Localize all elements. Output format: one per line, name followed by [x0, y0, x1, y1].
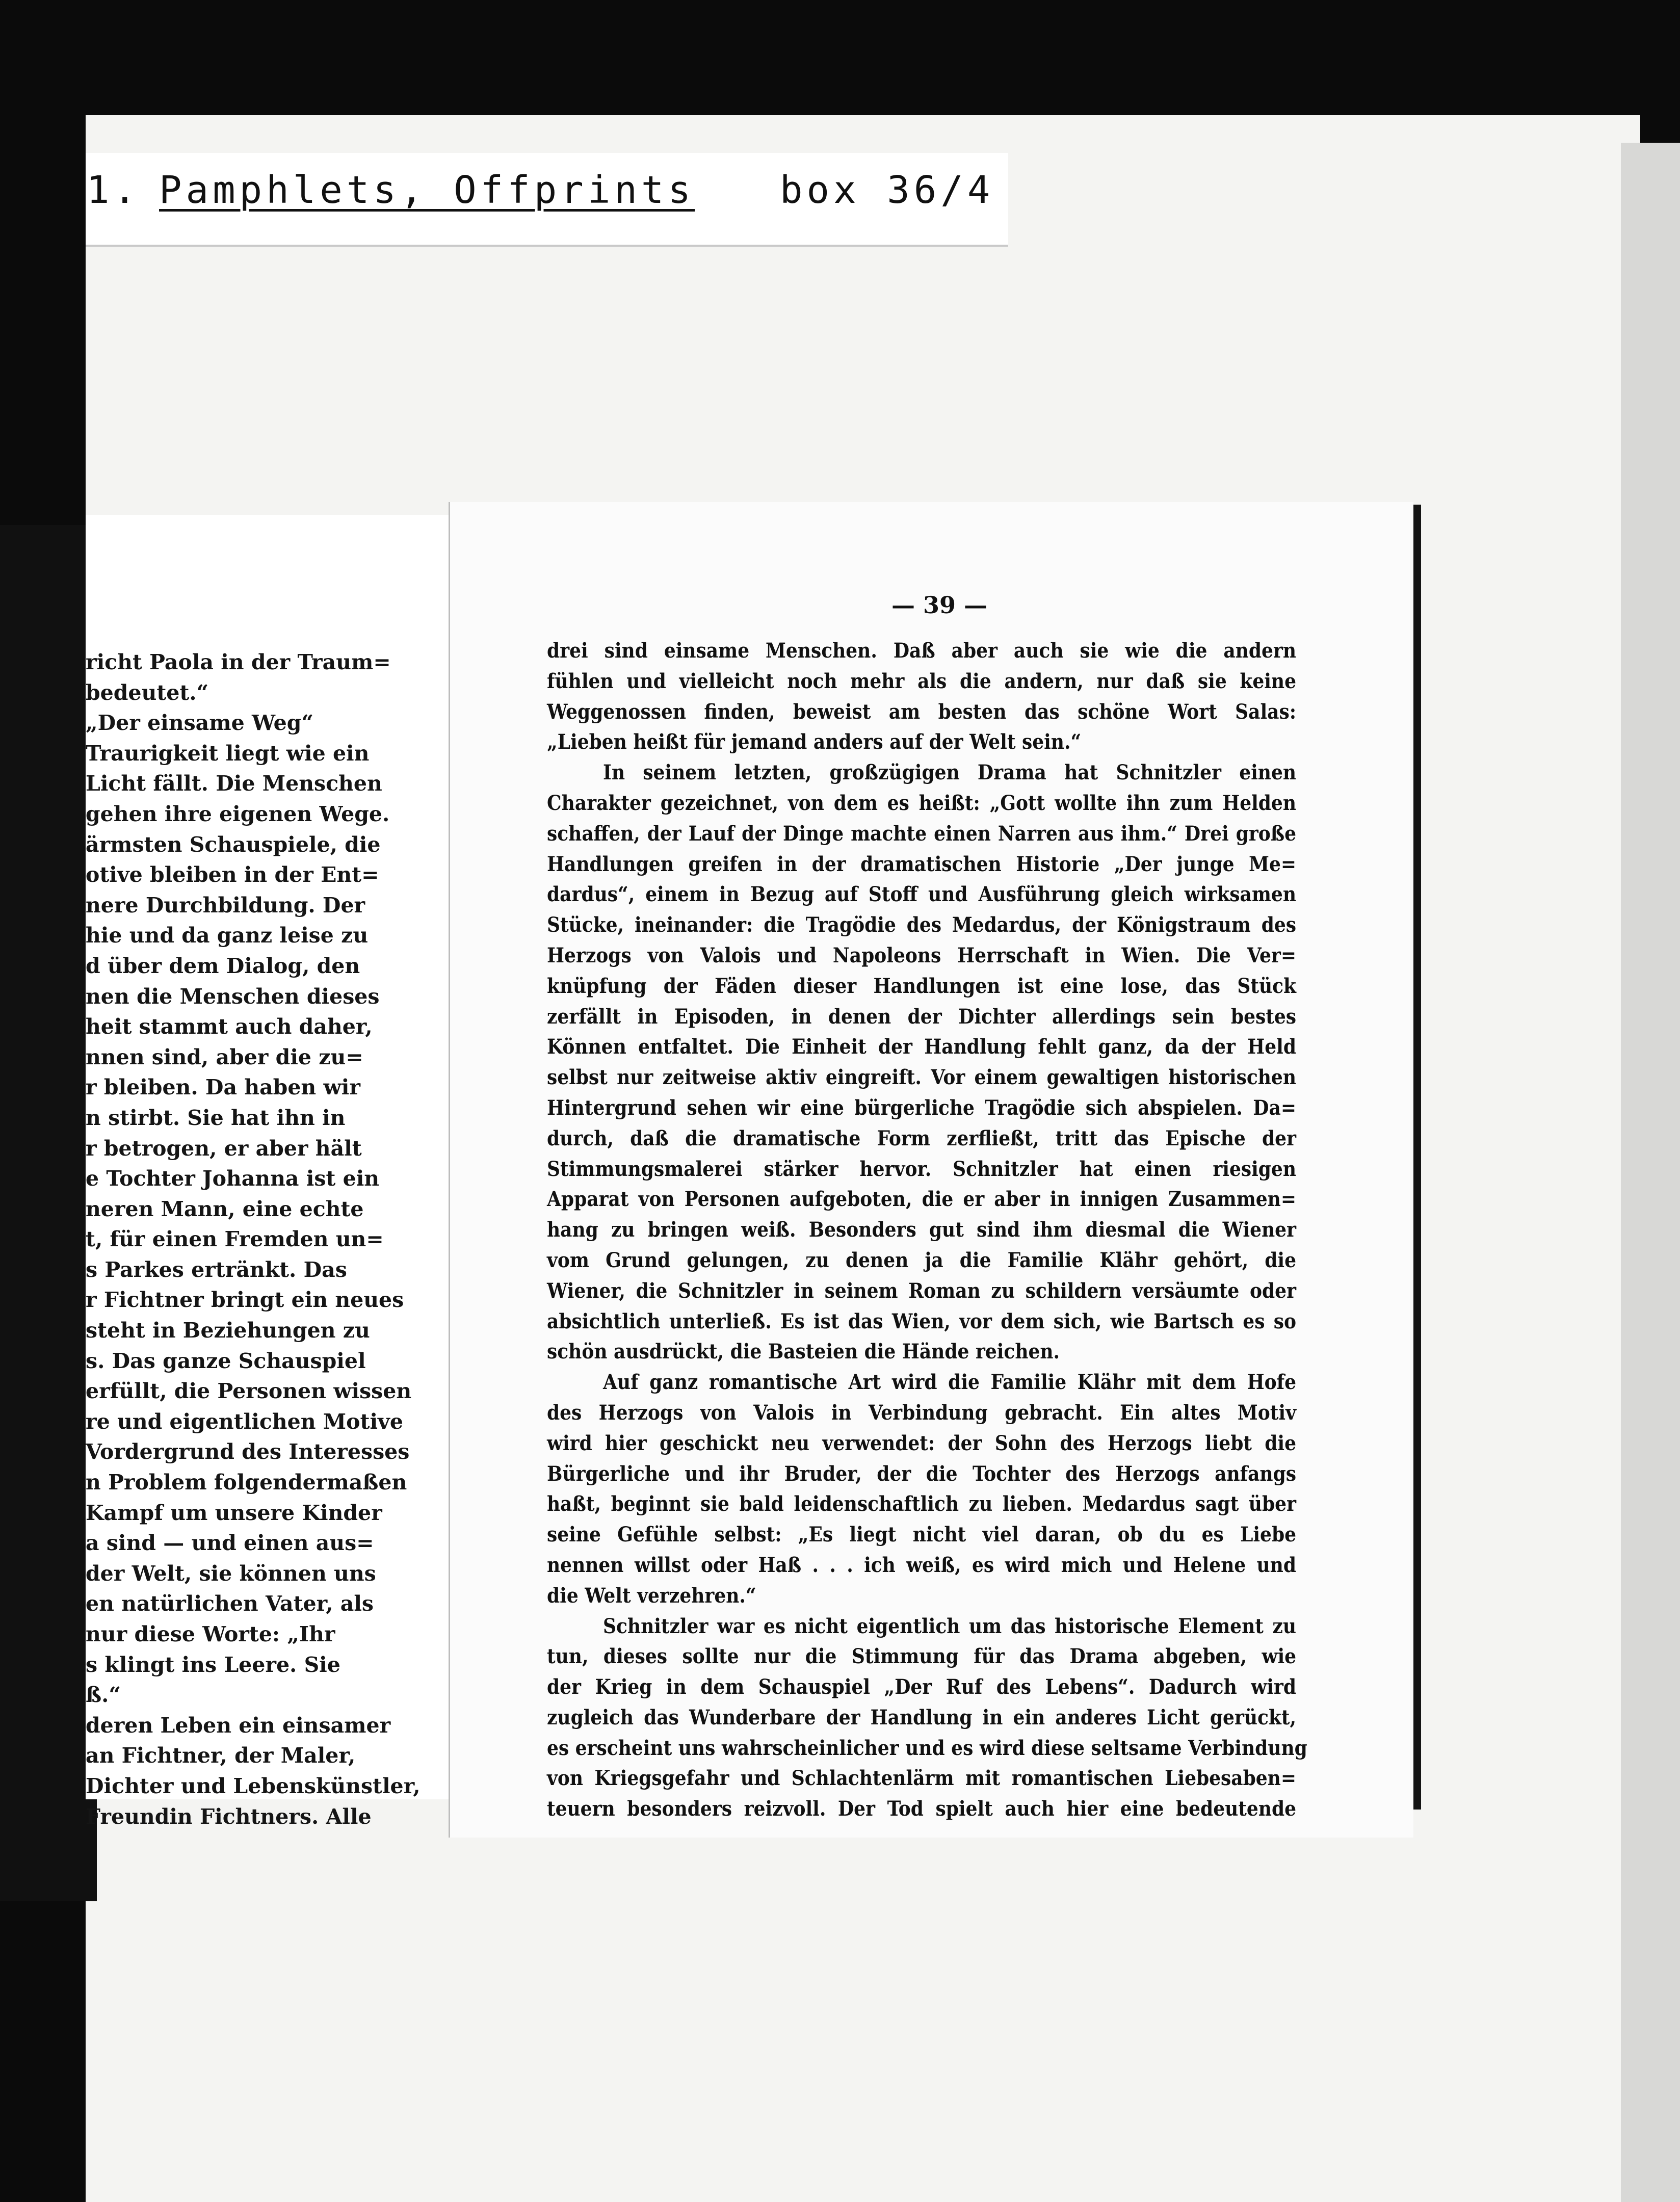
body-text-line: schön ausdrückt, die Basteien die Hände reichen. [547, 1340, 1060, 1364]
body-text-line: wird hier geschickt neu verwendet: der Sohn des Herzogs liebt die [547, 1431, 1296, 1455]
left-text-line: e Tochter Johanna ist ein [86, 1166, 380, 1191]
left-text-line: Vordergrund des Interesses [86, 1439, 410, 1464]
body-text-line: drei sind einsame Menschen. Daß aber auch sie wie die andern [547, 639, 1296, 663]
left-page [86, 515, 453, 1829]
left-text-line: hie und da ganz leise zu [86, 923, 369, 948]
label-number: 1. [87, 168, 141, 212]
body-text-line: „Lieben heißt für jemand anders auf der Welt sein.“ [547, 730, 1082, 754]
body-text-line: hang zu bringen weiß. Besonders gut sind ihm diesmal die Wiener [547, 1218, 1296, 1242]
body-text-line: Stücke, ineinander: die Tragödie des Medardus, der Königstraum des [547, 913, 1296, 937]
page-number: — 39 — [891, 591, 988, 619]
label-box: box 36/4 [780, 168, 994, 212]
body-text-line: schaffen, der Lauf der Dinge machte einen Narren aus ihm.“ Drei große [547, 821, 1296, 846]
folder-edge [1621, 143, 1680, 2202]
left-text-line: nur diese Worte: „Ihr [86, 1622, 335, 1646]
left-text-line: neren Mann, eine echte [86, 1196, 364, 1221]
body-text-line: absichtlich unterließ. Es ist das Wien, vor dem sich, wie Bartsch es so [547, 1309, 1296, 1333]
body-text-line: es erscheint uns wahrscheinlicher und es wird diese seltsame Verbindung [547, 1736, 1307, 1760]
left-text-line: d über dem Dialog, den [86, 953, 360, 978]
body-text-line: die Welt verzehren.“ [547, 1583, 756, 1608]
body-text-line: Hintergrund sehen wir eine bürgerliche Tragödie sich abspielen. Da= [547, 1095, 1296, 1120]
left-text-line: Kampf um unsere Kinder [86, 1500, 382, 1525]
main-page-text [547, 636, 1307, 1824]
label-title: Pamphlets, Offprints [159, 168, 695, 212]
left-text-line: Freundin Fichtners. Alle [86, 1804, 372, 1829]
body-text-line: haßt, beginnt sie bald leidenschaftlich zu lieben. Medardus sagt über [547, 1492, 1296, 1516]
body-text-line: Wiener, die Schnitzler in seinem Roman zu schildern versäumte oder [547, 1278, 1296, 1303]
left-text-line: erfüllt, die Personen wissen [86, 1379, 412, 1404]
body-text-line: Stimmungsmalerei stärker hervor. Schnitzler hat einen riesigen [547, 1157, 1296, 1181]
left-text-line: r betrogen, er aber hält [86, 1136, 362, 1161]
left-text-line: heit stammt auch daher, [86, 1014, 373, 1039]
left-text-line: deren Leben ein einsamer [86, 1713, 391, 1738]
body-text-line: tun, dieses sollte nur die Stimmung für das Drama abgeben, wie [547, 1644, 1296, 1669]
left-text-line: ß.“ [86, 1683, 121, 1708]
left-text-line: nere Durchbildung. Der [86, 893, 365, 917]
left-text-line: richt Paola in der Traum= [86, 650, 391, 674]
body-text-line: nennen willst oder Haß . . . ich weiß, es wird mich und Helene und [547, 1553, 1296, 1577]
body-text-line: In seinem letzten, großzügigen Drama hat Schnitzler einen [603, 761, 1296, 785]
left-text-line: nnen sind, aber die zu= [86, 1044, 363, 1069]
body-text-line: zerfällt in Episoden, in denen der Dichter allerdings sein bestes [547, 1004, 1296, 1029]
left-text-line: Dichter und Lebenskünstler, [86, 1773, 421, 1798]
body-text-line: Bürgerliche und ihr Bruder, der die Tochter des Herzogs anfangs [547, 1461, 1296, 1486]
left-text-line: s. Das ganze Schauspiel [86, 1348, 366, 1373]
body-text-line: durch, daß die dramatische Form zerfließt, tritt das Epische der [547, 1126, 1296, 1150]
body-text-line: fühlen und vielleicht noch mehr als die andern, nur daß sie keine [547, 669, 1296, 693]
body-text-line: Apparat von Personen aufgeboten, die er aber in innigen Zusammen= [547, 1187, 1296, 1212]
body-text-line: von Kriegsgefahr und Schlachtenlärm mit romantischen Liebesaben= [547, 1766, 1296, 1791]
body-text-line: Weggenossen finden, beweist am besten das schöne Wort Salas: [547, 699, 1296, 724]
left-text-line: an Fichtner, der Maler, [86, 1743, 356, 1768]
body-text-line: Charakter gezeichnet, von dem es heißt: „Gott wollte ihn zum Helden [547, 791, 1296, 815]
left-text-line: r Fichtner bringt ein neues [86, 1288, 404, 1313]
left-text-line: „Der einsame Weg“ [86, 711, 313, 736]
body-text-line: der Krieg in dem Schauspiel „Der Ruf des Lebens“. Dadurch wird [547, 1675, 1296, 1699]
left-text-line: nen die Menschen dieses [86, 984, 380, 1009]
body-text-line: knüpfung der Fäden dieser Handlungen ist eine lose, das Stück [547, 974, 1296, 998]
left-page-text [86, 647, 453, 1832]
body-text-line: des Herzogs von Valois in Verbindung gebracht. Ein altes Motiv [547, 1400, 1296, 1425]
body-text-line: Schnitzler war es nicht eigentlich um das historische Element zu [603, 1614, 1296, 1638]
left-text-line: steht in Beziehungen zu [86, 1318, 370, 1343]
left-text-line: r bleiben. Da haben wir [86, 1075, 360, 1100]
body-text-line: Können entfaltet. Die Einheit der Handlung fehlt ganz, da der Held [547, 1035, 1296, 1059]
body-text-line: zugleich das Wunderbare der Handlung in ein anderes Licht gerückt, [547, 1705, 1296, 1729]
left-text-line: en natürlichen Vater, als [86, 1591, 374, 1616]
left-text-line: n Problem folgendermaßen [86, 1470, 407, 1495]
left-text-line: Traurigkeit liegt wie ein [86, 741, 370, 766]
body-text-line: Auf ganz romantische Art wird die Familie Klähr mit dem Hofe [603, 1370, 1296, 1395]
body-text-line: seine Gefühle selbst: „Es liegt nicht viel daran, ob du es Liebe [547, 1523, 1296, 1547]
left-text-line: otive bleiben in der Ent= [86, 862, 379, 887]
left-text-line: t, für einen Fremden un= [86, 1227, 384, 1252]
main-page [449, 502, 1413, 1838]
left-text-line: n stirbt. Sie hat ihn in [86, 1105, 346, 1130]
body-text-line: Handlungen greifen in der dramatischen Historie „Der junge Me= [547, 852, 1296, 876]
body-text-line: vom Grund gelungen, zu denen ja die Familie Klähr gehört, die [547, 1248, 1296, 1272]
left-text-line: ärmsten Schauspiele, die [86, 832, 381, 857]
body-text-line: teuern besonders reizvoll. Der Tod spielt auch hier eine bedeutende [547, 1797, 1296, 1821]
left-page-shadow [0, 525, 97, 1901]
left-text-line: bedeutet.“ [86, 680, 209, 705]
left-text-line: Licht fällt. Die Menschen [86, 771, 382, 796]
left-text-line: s klingt ins Leere. Sie [86, 1652, 340, 1677]
left-text-line: s Parkes ertränkt. Das [86, 1257, 347, 1282]
body-text-line: selbst nur zeitweise aktiv eingreift. Vor einem gewaltigen historischen [547, 1065, 1296, 1090]
body-text-line: Herzogs von Valois und Napoleons Herrschaft in Wien. Die Ver= [547, 943, 1296, 967]
left-text-line: a sind — und einen aus= [86, 1531, 374, 1556]
left-text-line: der Welt, sie können uns [86, 1561, 376, 1586]
body-text-line: dardus“, einem in Bezug auf Stoff und Ausführung gleich wirksamen [547, 882, 1296, 907]
left-text-line: re und eigentlichen Motive [86, 1409, 403, 1434]
left-text-line: gehen ihre eigenen Wege. [86, 801, 390, 826]
